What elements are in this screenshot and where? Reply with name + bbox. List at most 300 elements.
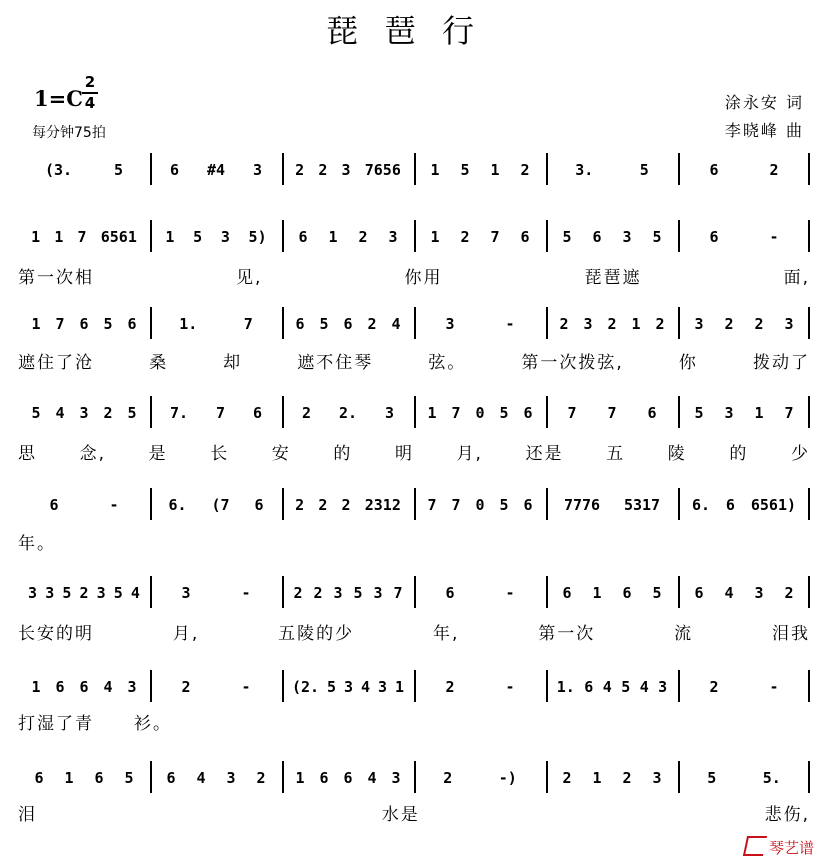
note: 5 [31, 404, 41, 422]
lyric-word: 悲伤, [764, 805, 810, 825]
measure [156, 492, 276, 518]
lyric-line-4 [18, 439, 810, 464]
note: 2 [754, 315, 764, 333]
score-line-7 [18, 674, 810, 706]
bar-line [282, 396, 284, 428]
bar-line [546, 488, 548, 520]
note: 3 [373, 584, 383, 602]
lyric-word: 明 [394, 444, 414, 464]
note: 6 [343, 315, 353, 333]
bar-line [414, 761, 416, 793]
measure [420, 311, 540, 337]
note: 2 [358, 228, 368, 246]
note: 7 [77, 228, 87, 246]
note: 5 [707, 769, 717, 787]
note: 1 [427, 404, 437, 422]
bar-line [546, 220, 548, 252]
lyric-word: 年, [432, 624, 460, 644]
note: 6 [520, 228, 530, 246]
measure [24, 400, 144, 426]
score-line-4 [18, 400, 810, 432]
lyric-word: 拨动了 [752, 353, 810, 373]
note: (2. [291, 678, 320, 696]
note: 4 [360, 678, 371, 696]
key-signature: 1=C [34, 86, 83, 111]
measure [552, 674, 672, 700]
note: - [769, 678, 779, 696]
lyric-word: 的 [333, 444, 353, 464]
note: (3. [44, 161, 73, 179]
note: 6561 [100, 228, 137, 246]
note: 1 [430, 161, 440, 179]
note: 6 [562, 584, 572, 602]
bar-line [808, 576, 810, 608]
note: 1 [31, 315, 41, 333]
bar-line [808, 670, 810, 702]
note: 7 [784, 404, 794, 422]
measure [420, 580, 540, 606]
note: 7 [451, 496, 461, 514]
lyric-word: 遮住了沧 [18, 353, 94, 373]
time-signature [82, 74, 98, 112]
measure [420, 674, 540, 700]
note: 4 [55, 404, 65, 422]
note: 6 [584, 678, 594, 696]
note: 2 [607, 315, 617, 333]
note: 3 [583, 315, 593, 333]
lyric-line-3 [18, 348, 810, 373]
note: 1 [754, 404, 764, 422]
measure [24, 580, 144, 606]
bar-line [150, 396, 152, 428]
note: 4 [602, 678, 612, 696]
measure [288, 580, 408, 606]
note: 1 [165, 228, 175, 246]
score-line-5 [18, 492, 810, 524]
song-title: 琵琶行 [325, 12, 500, 50]
note: 5 [62, 584, 72, 602]
note: 7 [215, 404, 226, 422]
note: 6 [647, 404, 657, 422]
bar-line [150, 670, 152, 702]
note: 1. [556, 678, 575, 696]
bar-line [414, 307, 416, 339]
note: 3 [28, 584, 38, 602]
note: - [505, 315, 515, 333]
lyric-word: 五陵的少 [278, 624, 355, 644]
bar-line [282, 220, 284, 252]
bar-line [546, 761, 548, 793]
measure [24, 674, 144, 700]
note: 2 [559, 315, 569, 333]
bar-line [808, 153, 810, 185]
note: 6 [725, 496, 735, 514]
measure [156, 224, 276, 250]
score-line-6 [18, 580, 810, 612]
lyric-word: 第一次拨弦, [521, 353, 624, 373]
note: 6 [169, 161, 179, 179]
note: 3 [252, 161, 262, 179]
lyric-word: 你 [678, 353, 698, 373]
note: 6 [709, 228, 719, 246]
note: 6 [343, 769, 353, 787]
note: 3 [622, 228, 632, 246]
note: - [109, 496, 119, 514]
bar-line [808, 307, 810, 339]
bar-line [414, 396, 416, 428]
measure [24, 492, 144, 518]
composer-credit: 李晓峰 曲 [724, 121, 804, 140]
bar-line [282, 153, 284, 185]
lyric-word: 见, [236, 268, 263, 288]
measure [552, 224, 672, 250]
measure [156, 311, 276, 337]
note: 2 [443, 769, 453, 787]
note: 6 [49, 496, 59, 514]
note: 3 [226, 769, 236, 787]
bar-line [546, 153, 548, 185]
note: 5 [124, 769, 134, 787]
note: 2 [313, 584, 323, 602]
note: 3 [445, 315, 455, 333]
score-line-1 [18, 157, 810, 189]
note: 6 [298, 228, 308, 246]
lyric-word: 月, [172, 624, 200, 644]
note: 3 [377, 678, 387, 696]
note: - [769, 228, 779, 246]
note: 5) [248, 228, 267, 246]
note: - [505, 678, 515, 696]
lyric-word: 琵琶遮 [584, 268, 642, 288]
lyric-word: 流 [674, 624, 694, 644]
note: 1 [592, 584, 602, 602]
lyric-word: 五 [606, 444, 626, 464]
lyric-word: 思 [18, 444, 37, 464]
note: 3 [96, 584, 106, 602]
note: 1 [592, 769, 602, 787]
note: 6 [254, 496, 264, 514]
note: 5 [562, 228, 572, 246]
lyric-word: 还是 [525, 444, 564, 464]
note: 7 [567, 404, 577, 422]
note: 3 [652, 769, 662, 787]
note: 1 [54, 228, 64, 246]
measure [552, 492, 672, 518]
note: 6 [694, 584, 704, 602]
lyricist-credit: 涂永安 词 [724, 93, 804, 112]
measure [156, 400, 276, 426]
note: 3 [127, 678, 137, 696]
measure [156, 674, 276, 700]
bar-line [678, 307, 680, 339]
note: 5 [327, 678, 337, 696]
note: 5 [460, 161, 470, 179]
note: 2 [655, 315, 665, 333]
note: 1 [295, 769, 305, 787]
lyric-word: 长安的明 [18, 624, 94, 644]
measure [156, 765, 276, 791]
measure [24, 311, 144, 337]
time-signature-top: 2 [84, 73, 96, 91]
note: 6 [592, 228, 602, 246]
bar-line [546, 396, 548, 428]
note: 4 [639, 678, 649, 696]
bar-line [678, 488, 680, 520]
measure [288, 674, 408, 700]
note: 1 [328, 228, 338, 246]
note: - [505, 584, 515, 602]
note: 2 [341, 496, 351, 514]
measure [24, 157, 144, 183]
measure [552, 765, 672, 791]
note: 6 [252, 404, 262, 422]
bar-line [808, 488, 810, 520]
lyric-word: 却 [223, 353, 243, 373]
note: 2 [79, 584, 89, 602]
bar-line [678, 670, 680, 702]
note: 6 [127, 315, 137, 333]
tempo-marking: 每分钟75拍 [32, 125, 106, 141]
note: 2 [784, 584, 794, 602]
measure [420, 492, 540, 518]
note: 3 [724, 404, 734, 422]
note: 6 [523, 404, 533, 422]
note: 7 [451, 404, 461, 422]
bar-line [282, 488, 284, 520]
note: 1 [631, 315, 641, 333]
bar-line [282, 307, 284, 339]
note: 5 [319, 315, 329, 333]
watermark-text: 琴艺谱 [768, 839, 814, 857]
bar-line [546, 307, 548, 339]
note: - [241, 584, 251, 602]
lyric-word: 衫。 [134, 714, 172, 734]
note: 6 [79, 315, 89, 333]
measure [552, 580, 672, 606]
bar-line [414, 576, 416, 608]
note: 2 [769, 161, 779, 179]
note: 1 [490, 161, 500, 179]
note: 6 [709, 161, 719, 179]
note: 6 [94, 769, 104, 787]
bar-line [808, 396, 810, 428]
note: 4 [103, 678, 113, 696]
measure [288, 224, 408, 250]
note: 3. [575, 161, 594, 179]
measure [24, 765, 144, 791]
bar-line [282, 761, 284, 793]
note: 1. [179, 315, 198, 333]
lyric-word: 打湿了青 [18, 714, 94, 734]
note: (7 [211, 496, 230, 514]
lyric-word: 泪 [18, 805, 37, 825]
note: 2 [301, 404, 311, 422]
note: 7776 [563, 496, 601, 514]
note: 6 [55, 678, 65, 696]
note: 2 [295, 496, 305, 514]
lyric-word: 第一次相 [18, 268, 94, 288]
note: 5317 [623, 496, 661, 514]
lyric-word: 泪我 [771, 624, 810, 644]
note: 6 [622, 584, 632, 602]
note: 2 [724, 315, 734, 333]
note: 3 [181, 584, 191, 602]
bar-line [282, 576, 284, 608]
lyric-word: 念, [79, 444, 106, 464]
note: 5 [694, 404, 704, 422]
note: #4 [206, 161, 226, 179]
note: 3 [220, 228, 230, 246]
note: 5 [652, 228, 662, 246]
note: 6 [445, 584, 455, 602]
measure [684, 157, 804, 183]
measure [684, 674, 804, 700]
bar-line [678, 761, 680, 793]
note: 7 [393, 584, 403, 602]
note: 1 [31, 678, 41, 696]
measure [552, 311, 672, 337]
measure [684, 224, 804, 250]
note: 5 [113, 584, 123, 602]
measure [684, 400, 804, 426]
lyric-word: 第一次 [538, 624, 596, 644]
note: 5 [499, 404, 509, 422]
note: 1 [430, 228, 440, 246]
note: - [241, 678, 251, 696]
bar-line [150, 576, 152, 608]
note: 6 [523, 496, 533, 514]
note: 1 [394, 678, 404, 696]
note: 0 [475, 496, 485, 514]
bar-line [282, 670, 284, 702]
lyric-word: 你用 [404, 268, 443, 288]
note: 7 [55, 315, 65, 333]
measure [684, 492, 804, 518]
note: 4 [196, 769, 206, 787]
bar-line [808, 761, 810, 793]
note: 3 [391, 769, 401, 787]
bar-line [546, 576, 548, 608]
bar-line [150, 488, 152, 520]
bar-line [150, 307, 152, 339]
note: 3 [694, 315, 704, 333]
measure [684, 311, 804, 337]
note: 2 [295, 161, 305, 179]
note: 1 [64, 769, 74, 787]
note: 5 [114, 161, 124, 179]
lyric-line-5 [18, 529, 810, 554]
note: 6. [691, 496, 711, 514]
note: 3 [784, 315, 794, 333]
score-line-8 [18, 765, 810, 797]
bar-line [414, 488, 416, 520]
lyric-word: 是 [148, 444, 168, 464]
measure [288, 492, 408, 518]
note: 6 [79, 678, 89, 696]
lyric-word: 安 [271, 444, 291, 464]
lyric-word: 的 [729, 444, 749, 464]
bar-line [150, 153, 152, 185]
note: 4 [724, 584, 734, 602]
bar-line [678, 576, 680, 608]
note: 2 [318, 496, 328, 514]
measure [684, 765, 804, 791]
measure [420, 157, 540, 183]
note: 1 [31, 228, 41, 246]
note: 2312 [364, 496, 401, 514]
note: 7656 [364, 161, 401, 179]
measure [420, 400, 540, 426]
note: 5 [652, 584, 662, 602]
measure [156, 157, 276, 183]
note: 4 [130, 584, 140, 602]
lyric-line-6 [18, 619, 810, 644]
note: 3 [341, 161, 351, 179]
note: 5 [621, 678, 631, 696]
note: 2 [256, 769, 266, 787]
note: 6 [34, 769, 44, 787]
note: 5 [127, 404, 137, 422]
note: 7 [607, 404, 617, 422]
lyric-word: 水是 [381, 805, 420, 825]
note: 5 [193, 228, 203, 246]
note: 3 [388, 228, 398, 246]
measure [552, 400, 672, 426]
note: 2 [367, 315, 377, 333]
note: 3 [344, 678, 354, 696]
note: 7 [490, 228, 500, 246]
note: 3 [79, 404, 89, 422]
lyric-word: 面, [783, 268, 810, 288]
lyric-line-7 [18, 709, 810, 734]
measure [684, 580, 804, 606]
bar-line [414, 220, 416, 252]
lyric-word: 弦。 [428, 353, 467, 373]
note: 3 [45, 584, 55, 602]
note: 2 [318, 161, 328, 179]
note: 2 [181, 678, 191, 696]
measure [288, 400, 408, 426]
note: 7 [427, 496, 437, 514]
measure [24, 224, 144, 250]
note: 6 [166, 769, 176, 787]
note: 3 [384, 404, 394, 422]
logo-icon [743, 836, 767, 856]
note: 6 [295, 315, 305, 333]
bar-line [808, 220, 810, 252]
measure [420, 224, 540, 250]
bar-line [150, 761, 152, 793]
lyric-word: 少 [790, 444, 810, 464]
note: 3 [754, 584, 764, 602]
note: 4 [367, 769, 377, 787]
note: 2. [338, 404, 358, 422]
note: 6 [319, 769, 329, 787]
measure [552, 157, 672, 183]
measure [156, 580, 276, 606]
measure [288, 157, 408, 183]
bar-line [414, 670, 416, 702]
measure [288, 765, 408, 791]
measure [420, 765, 540, 791]
note: 2 [520, 161, 530, 179]
lyric-word: 长 [210, 444, 230, 464]
note: 5 [639, 161, 649, 179]
note: 2 [622, 769, 632, 787]
bar-line [678, 220, 680, 252]
bar-line [414, 153, 416, 185]
note: 5 [103, 315, 113, 333]
